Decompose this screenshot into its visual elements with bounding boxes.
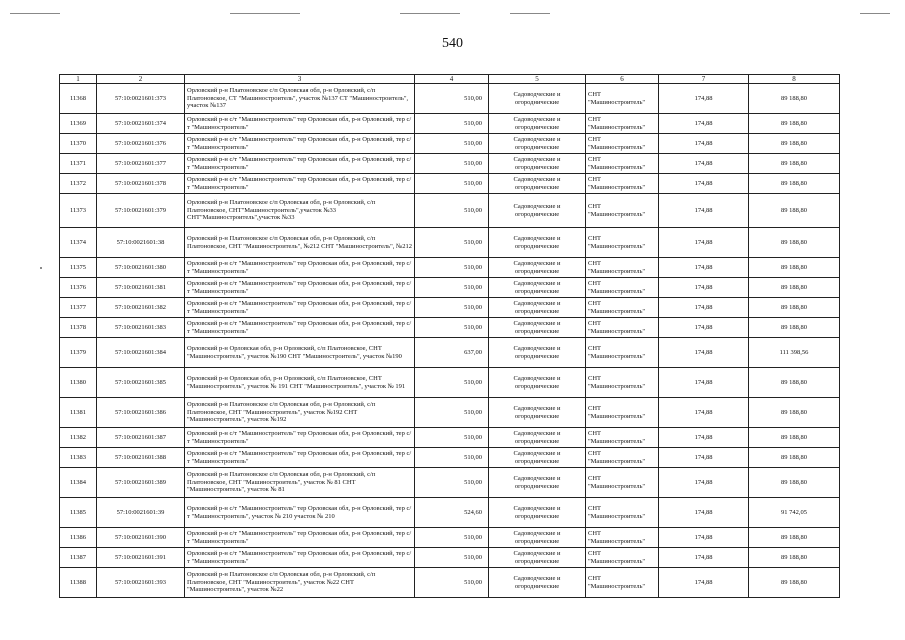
organization-cell: СНТ "Машиностроитель" (586, 498, 659, 528)
cadastral-number-cell: 57:10:0021601:38 (97, 228, 185, 258)
scan-artifact (10, 13, 60, 14)
rate-cell: 174,88 (659, 134, 749, 154)
organization-cell: СНТ "Машиностроитель" (586, 258, 659, 278)
cadastral-number-cell: 57:10:0021601:393 (97, 568, 185, 598)
row-number-cell: 11373 (60, 194, 97, 228)
address-cell: Орловский р-н с/т "Машиностроитель" тер Орловская обл, р-н Орловский, тер с/т "Машиностроитель" (185, 114, 415, 134)
scan-dot (40, 267, 42, 269)
cadastral-number-cell: 57:10:0021601:383 (97, 318, 185, 338)
column-header: 1 (60, 75, 97, 84)
address-cell: Орловский р-н Платоновское с/п Орловская обл, р-н Орловский, с/п Платоновское, СНТ "Машиностроитель", участок №22 СНТ "Машиностроитель", участок №22 (185, 568, 415, 598)
organization-cell: СНТ "Машиностроитель" (586, 468, 659, 498)
address-cell: Орловский р-н Платоновское с/п Орловская обл, р-н Орловский, с/п Платоновское, СТ "Машиностроитель", участок №137 СТ "Машиностроитель", участок №137 (185, 84, 415, 114)
area-cell: 510,00 (415, 528, 489, 548)
cadastral-number-cell: 57:10:0021601:387 (97, 428, 185, 448)
organization-cell: СНТ "Машиностроитель" (586, 278, 659, 298)
address-cell: Орловский р-н Платоновское с/п Орловская обл, р-н Орловский, с/п Платоновское, СНТ "Машиностроитель", участок № 81 СНТ "Машиностроитель", участок № 81 (185, 468, 415, 498)
rate-cell: 174,88 (659, 468, 749, 498)
address-cell: Орловский р-н с/т "Машиностроитель" тер Орловская обл, р-н Орловский, тер с/т "Машиностроитель" (185, 258, 415, 278)
cadastral-number-cell: 57:10:0021601:373 (97, 84, 185, 114)
organization-cell: СНТ "Машиностроитель" (586, 228, 659, 258)
area-cell: 510,00 (415, 278, 489, 298)
land-use-cell: Садоводческие и огороднические (489, 338, 586, 368)
cadastral-number-cell: 57:10:0021601:381 (97, 278, 185, 298)
row-number-cell: 11368 (60, 84, 97, 114)
value-cell: 89 188,80 (749, 84, 840, 114)
cadastral-number-cell: 57:10:0021601:377 (97, 154, 185, 174)
value-cell: 89 188,80 (749, 568, 840, 598)
area-cell: 510,00 (415, 134, 489, 154)
land-use-cell: Садоводческие и огороднические (489, 548, 586, 568)
value-cell: 89 188,80 (749, 258, 840, 278)
organization-cell: СНТ "Машиностроитель" (586, 174, 659, 194)
address-cell: Орловский р-н с/т "Машиностроитель" тер Орловская обл, р-н Орловский, тер с/т "Машиностроитель" (185, 448, 415, 468)
scan-artifact (400, 13, 460, 14)
table-row (60, 528, 840, 548)
land-use-cell: Садоводческие и огороднические (489, 134, 586, 154)
row-number-cell: 11369 (60, 114, 97, 134)
row-number-cell: 11374 (60, 228, 97, 258)
rate-cell: 174,88 (659, 228, 749, 258)
row-number-cell: 11383 (60, 448, 97, 468)
rate-cell: 174,88 (659, 448, 749, 468)
organization-cell: СНТ "Машиностроитель" (586, 398, 659, 428)
rate-cell: 174,88 (659, 114, 749, 134)
cadastral-number-cell: 57:10:0021601:39 (97, 498, 185, 528)
land-use-cell: Садоводческие и огороднические (489, 258, 586, 278)
value-cell: 89 188,80 (749, 154, 840, 174)
cadastral-number-cell: 57:10:0021601:378 (97, 174, 185, 194)
registry-table-container (59, 74, 839, 598)
scan-artifact (860, 13, 890, 14)
row-number-cell: 11381 (60, 398, 97, 428)
rate-cell: 174,88 (659, 278, 749, 298)
land-use-cell: Садоводческие и огороднические (489, 368, 586, 398)
rate-cell: 174,88 (659, 174, 749, 194)
address-cell: Орловский р-н с/т "Машиностроитель" тер Орловская обл, р-н Орловский, тер с/т "Машиностроитель", участок № 210 участок № 210 (185, 498, 415, 528)
area-cell: 510,00 (415, 398, 489, 428)
address-cell: Орловский р-н Платоновское с/п Орловская обл, р-н Орловский, с/п Платоновское, СНТ "Машиностроитель", №212 СНТ "Машиностроитель", №212 (185, 228, 415, 258)
land-use-cell: Садоводческие и огороднические (489, 84, 586, 114)
table-row (60, 278, 840, 298)
organization-cell: СНТ "Машиностроитель" (586, 134, 659, 154)
value-cell: 89 188,80 (749, 448, 840, 468)
column-header: 2 (97, 75, 185, 84)
area-cell: 510,00 (415, 174, 489, 194)
table-row (60, 318, 840, 338)
value-cell: 89 188,80 (749, 278, 840, 298)
area-cell: 510,00 (415, 368, 489, 398)
table-header-row (60, 75, 840, 84)
rate-cell: 174,88 (659, 498, 749, 528)
land-use-cell: Садоводческие и огороднические (489, 318, 586, 338)
organization-cell: СНТ "Машиностроитель" (586, 448, 659, 468)
land-use-cell: Садоводческие и огороднические (489, 498, 586, 528)
address-cell: Орловский р-н Орловская обл, р-н Орловский, с/п Платоновское, СНТ "Машиностроитель", участок №190 СНТ "Машиностроитель", участок №190 (185, 338, 415, 368)
table-row (60, 368, 840, 398)
column-header: 8 (749, 75, 840, 84)
organization-cell: СНТ "Машиностроитель" (586, 318, 659, 338)
area-cell: 510,00 (415, 258, 489, 278)
row-number-cell: 11386 (60, 528, 97, 548)
rate-cell: 174,88 (659, 298, 749, 318)
registry-table (59, 74, 840, 598)
row-number-cell: 11377 (60, 298, 97, 318)
address-cell: Орловский р-н Орловская обл, р-н Орловский, с/п Платоновское, СНТ "Машиностроитель", участок № 191 СНТ "Машиностроитель", участок № 191 (185, 368, 415, 398)
value-cell: 89 188,80 (749, 134, 840, 154)
table-row (60, 258, 840, 278)
rate-cell: 174,88 (659, 338, 749, 368)
area-cell: 510,00 (415, 548, 489, 568)
value-cell: 111 398,56 (749, 338, 840, 368)
address-cell: Орловский р-н с/т "Машиностроитель" тер Орловская обл, р-н Орловский, тер с/т "Машиностроитель" (185, 298, 415, 318)
value-cell: 89 188,80 (749, 548, 840, 568)
value-cell: 89 188,80 (749, 398, 840, 428)
value-cell: 89 188,80 (749, 318, 840, 338)
rate-cell: 174,88 (659, 154, 749, 174)
area-cell: 510,00 (415, 428, 489, 448)
land-use-cell: Садоводческие и огороднические (489, 278, 586, 298)
cadastral-number-cell: 57:10:0021601:390 (97, 528, 185, 548)
rate-cell: 174,88 (659, 528, 749, 548)
land-use-cell: Садоводческие и огороднические (489, 468, 586, 498)
area-cell: 510,00 (415, 568, 489, 598)
cadastral-number-cell: 57:10:0021601:374 (97, 114, 185, 134)
rate-cell: 174,88 (659, 258, 749, 278)
area-cell: 510,00 (415, 298, 489, 318)
table-row (60, 448, 840, 468)
cadastral-number-cell: 57:10:0021601:389 (97, 468, 185, 498)
area-cell: 510,00 (415, 84, 489, 114)
table-row (60, 154, 840, 174)
column-header: 7 (659, 75, 749, 84)
rate-cell: 174,88 (659, 194, 749, 228)
area-cell: 510,00 (415, 114, 489, 134)
land-use-cell: Садоводческие и огороднические (489, 428, 586, 448)
organization-cell: СНТ "Машиностроитель" (586, 548, 659, 568)
table-row (60, 568, 840, 598)
page-number: 540 (442, 36, 463, 51)
address-cell: Орловский р-н с/т "Машиностроитель" тер Орловская обл, р-н Орловский, тер с/т "Машиностроитель" (185, 528, 415, 548)
column-header: 3 (185, 75, 415, 84)
area-cell: 524,60 (415, 498, 489, 528)
land-use-cell: Садоводческие и огороднические (489, 568, 586, 598)
row-number-cell: 11372 (60, 174, 97, 194)
land-use-cell: Садоводческие и огороднические (489, 448, 586, 468)
organization-cell: СНТ "Машиностроитель" (586, 298, 659, 318)
organization-cell: СНТ "Машиностроитель" (586, 528, 659, 548)
area-cell: 510,00 (415, 228, 489, 258)
row-number-cell: 11387 (60, 548, 97, 568)
value-cell: 89 188,80 (749, 298, 840, 318)
address-cell: Орловский р-н с/т "Машиностроитель" тер Орловская обл, р-н Орловский, тер с/т "Машиностроитель" (185, 548, 415, 568)
cadastral-number-cell: 57:10:0021601:391 (97, 548, 185, 568)
table-row (60, 548, 840, 568)
value-cell: 89 188,80 (749, 114, 840, 134)
address-cell: Орловский р-н с/т "Машиностроитель" тер Орловская обл, р-н Орловский, тер с/т "Машиностроитель" (185, 318, 415, 338)
row-number-cell: 11376 (60, 278, 97, 298)
value-cell: 89 188,80 (749, 194, 840, 228)
table-row (60, 428, 840, 448)
row-number-cell: 11378 (60, 318, 97, 338)
cadastral-number-cell: 57:10:0021601:379 (97, 194, 185, 228)
value-cell: 89 188,80 (749, 528, 840, 548)
row-number-cell: 11380 (60, 368, 97, 398)
organization-cell: СНТ "Машиностроитель" (586, 194, 659, 228)
area-cell: 637,00 (415, 338, 489, 368)
land-use-cell: Садоводческие и огороднические (489, 228, 586, 258)
land-use-cell: Садоводческие и огороднические (489, 114, 586, 134)
cadastral-number-cell: 57:10:0021601:386 (97, 398, 185, 428)
area-cell: 510,00 (415, 194, 489, 228)
table-row (60, 174, 840, 194)
area-cell: 510,00 (415, 468, 489, 498)
address-cell: Орловский р-н с/т "Машиностроитель" тер Орловская обл, р-н Орловский, тер с/т "Машиностроитель" (185, 174, 415, 194)
value-cell: 91 742,05 (749, 498, 840, 528)
area-cell: 510,00 (415, 318, 489, 338)
table-row (60, 398, 840, 428)
rate-cell: 174,88 (659, 548, 749, 568)
table-row (60, 84, 840, 114)
organization-cell: СНТ "Машиностроитель" (586, 428, 659, 448)
row-number-cell: 11379 (60, 338, 97, 368)
table-row (60, 134, 840, 154)
table-row (60, 228, 840, 258)
land-use-cell: Садоводческие и огороднические (489, 398, 586, 428)
table-row (60, 114, 840, 134)
scan-artifact (230, 13, 300, 14)
cadastral-number-cell: 57:10:0021601:376 (97, 134, 185, 154)
value-cell: 89 188,80 (749, 228, 840, 258)
land-use-cell: Садоводческие и огороднические (489, 174, 586, 194)
table-row (60, 468, 840, 498)
land-use-cell: Садоводческие и огороднические (489, 154, 586, 174)
cadastral-number-cell: 57:10:0021601:384 (97, 338, 185, 368)
cadastral-number-cell: 57:10:0021601:380 (97, 258, 185, 278)
table-row (60, 498, 840, 528)
address-cell: Орловский р-н с/т "Машиностроитель" тер Орловская обл, р-н Орловский, тер с/т "Машиностроитель" (185, 428, 415, 448)
row-number-cell: 11370 (60, 134, 97, 154)
land-use-cell: Садоводческие и огороднические (489, 194, 586, 228)
area-cell: 510,00 (415, 448, 489, 468)
value-cell: 89 188,80 (749, 174, 840, 194)
land-use-cell: Садоводческие и огороднические (489, 298, 586, 318)
column-header: 5 (489, 75, 586, 84)
table-row (60, 338, 840, 368)
area-cell: 510,00 (415, 154, 489, 174)
organization-cell: СНТ "Машиностроитель" (586, 154, 659, 174)
organization-cell: СНТ "Машиностроитель" (586, 84, 659, 114)
rate-cell: 174,88 (659, 84, 749, 114)
address-cell: Орловский р-н с/т "Машиностроитель" тер Орловская обл, р-н Орловский, тер с/т "Машиностроитель" (185, 134, 415, 154)
rate-cell: 174,88 (659, 318, 749, 338)
organization-cell: СНТ "Машиностроитель" (586, 568, 659, 598)
row-number-cell: 11375 (60, 258, 97, 278)
cadastral-number-cell: 57:10:0021601:388 (97, 448, 185, 468)
row-number-cell: 11371 (60, 154, 97, 174)
table-row (60, 298, 840, 318)
value-cell: 89 188,80 (749, 468, 840, 498)
organization-cell: СНТ "Машиностроитель" (586, 114, 659, 134)
row-number-cell: 11385 (60, 498, 97, 528)
rate-cell: 174,88 (659, 428, 749, 448)
value-cell: 89 188,80 (749, 428, 840, 448)
organization-cell: СНТ "Машиностроитель" (586, 338, 659, 368)
address-cell: Орловский р-н Платоновское с/п Орловская обл, р-н Орловский, с/п Платоновское, СНТ"Машиностроитель",участок №33 СНТ"Машиностроитель",участок №33 (185, 194, 415, 228)
rate-cell: 174,88 (659, 368, 749, 398)
scan-artifact (510, 13, 550, 14)
address-cell: Орловский р-н с/т "Машиностроитель" тер Орловская обл, р-н Орловский, тер с/т "Машиностроитель" (185, 154, 415, 174)
cadastral-number-cell: 57:10:0021601:385 (97, 368, 185, 398)
column-header: 6 (586, 75, 659, 84)
row-number-cell: 11382 (60, 428, 97, 448)
column-header: 4 (415, 75, 489, 84)
table-row (60, 194, 840, 228)
row-number-cell: 11384 (60, 468, 97, 498)
row-number-cell: 11388 (60, 568, 97, 598)
organization-cell: СНТ "Машиностроитель" (586, 368, 659, 398)
land-use-cell: Садоводческие и огороднические (489, 528, 586, 548)
address-cell: Орловский р-н с/т "Машиностроитель" тер Орловская обл, р-н Орловский, тер с/т "Машиностроитель" (185, 278, 415, 298)
cadastral-number-cell: 57:10:0021601:382 (97, 298, 185, 318)
table-body (60, 84, 840, 598)
address-cell: Орловский р-н Платоновское с/п Орловская обл, р-н Орловский, с/п Платоновское, СНТ "Машиностроитель", участок №192 СНТ "Машиностроитель", участок №192 (185, 398, 415, 428)
value-cell: 89 188,80 (749, 368, 840, 398)
rate-cell: 174,88 (659, 398, 749, 428)
rate-cell: 174,88 (659, 568, 749, 598)
